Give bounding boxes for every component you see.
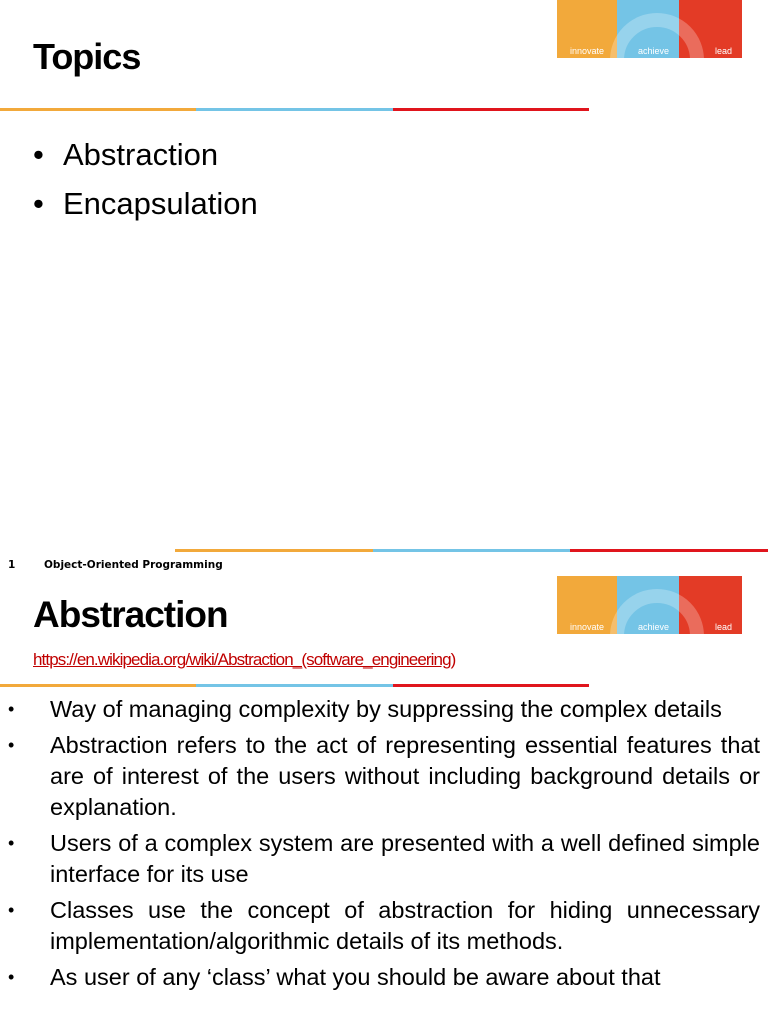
logo-banner — [557, 576, 742, 634]
logo-innovate-text: innovate — [570, 46, 605, 56]
abstraction-points — [8, 694, 760, 998]
list-item: • Classes use the concept of abstraction for hiding unnecessary implementation/algorithmic details of its methods. — [8, 897, 760, 954]
course-name: Object-Oriented Programming — [44, 559, 223, 571]
gear-watermark-icon — [557, 576, 742, 634]
wikipedia-link[interactable]: https://en.wikipedia.org/wiki/Abstraction_(software_engineering) — [33, 650, 456, 669]
list-item: • Users of a complex system are presented with a well defined simple interface for its use — [8, 830, 760, 887]
list-item: • Abstraction — [33, 137, 219, 172]
logo-achieve-text: achieve — [638, 622, 670, 632]
gear-watermark-icon — [557, 0, 742, 58]
logo-lead-text: lead — [715, 622, 733, 632]
list-item: • As user of any ‘class’ what you should be aware about that — [8, 964, 661, 990]
logo-innovate-text: innovate — [570, 622, 605, 632]
logo-banner — [557, 0, 742, 58]
list-item: • Abstraction refers to the act of representing essential features that are of interest of the users without including background details or explanation. — [8, 732, 760, 820]
list-item: • Way of managing complexity by suppressing the complex details — [8, 696, 722, 722]
list-item: • Encapsulation — [33, 186, 258, 221]
footer-divider — [175, 549, 768, 552]
logo-achieve-text: achieve — [638, 46, 670, 56]
slide-footer — [0, 559, 768, 575]
title-divider — [0, 108, 589, 111]
topics-list — [33, 130, 258, 228]
slide-abstraction — [0, 576, 768, 1024]
page-title: Abstraction — [33, 594, 228, 635]
slide-number: 1 — [8, 559, 16, 571]
title-divider — [0, 684, 589, 687]
logo-lead-text: lead — [715, 46, 733, 56]
page-title: Topics — [33, 36, 141, 77]
